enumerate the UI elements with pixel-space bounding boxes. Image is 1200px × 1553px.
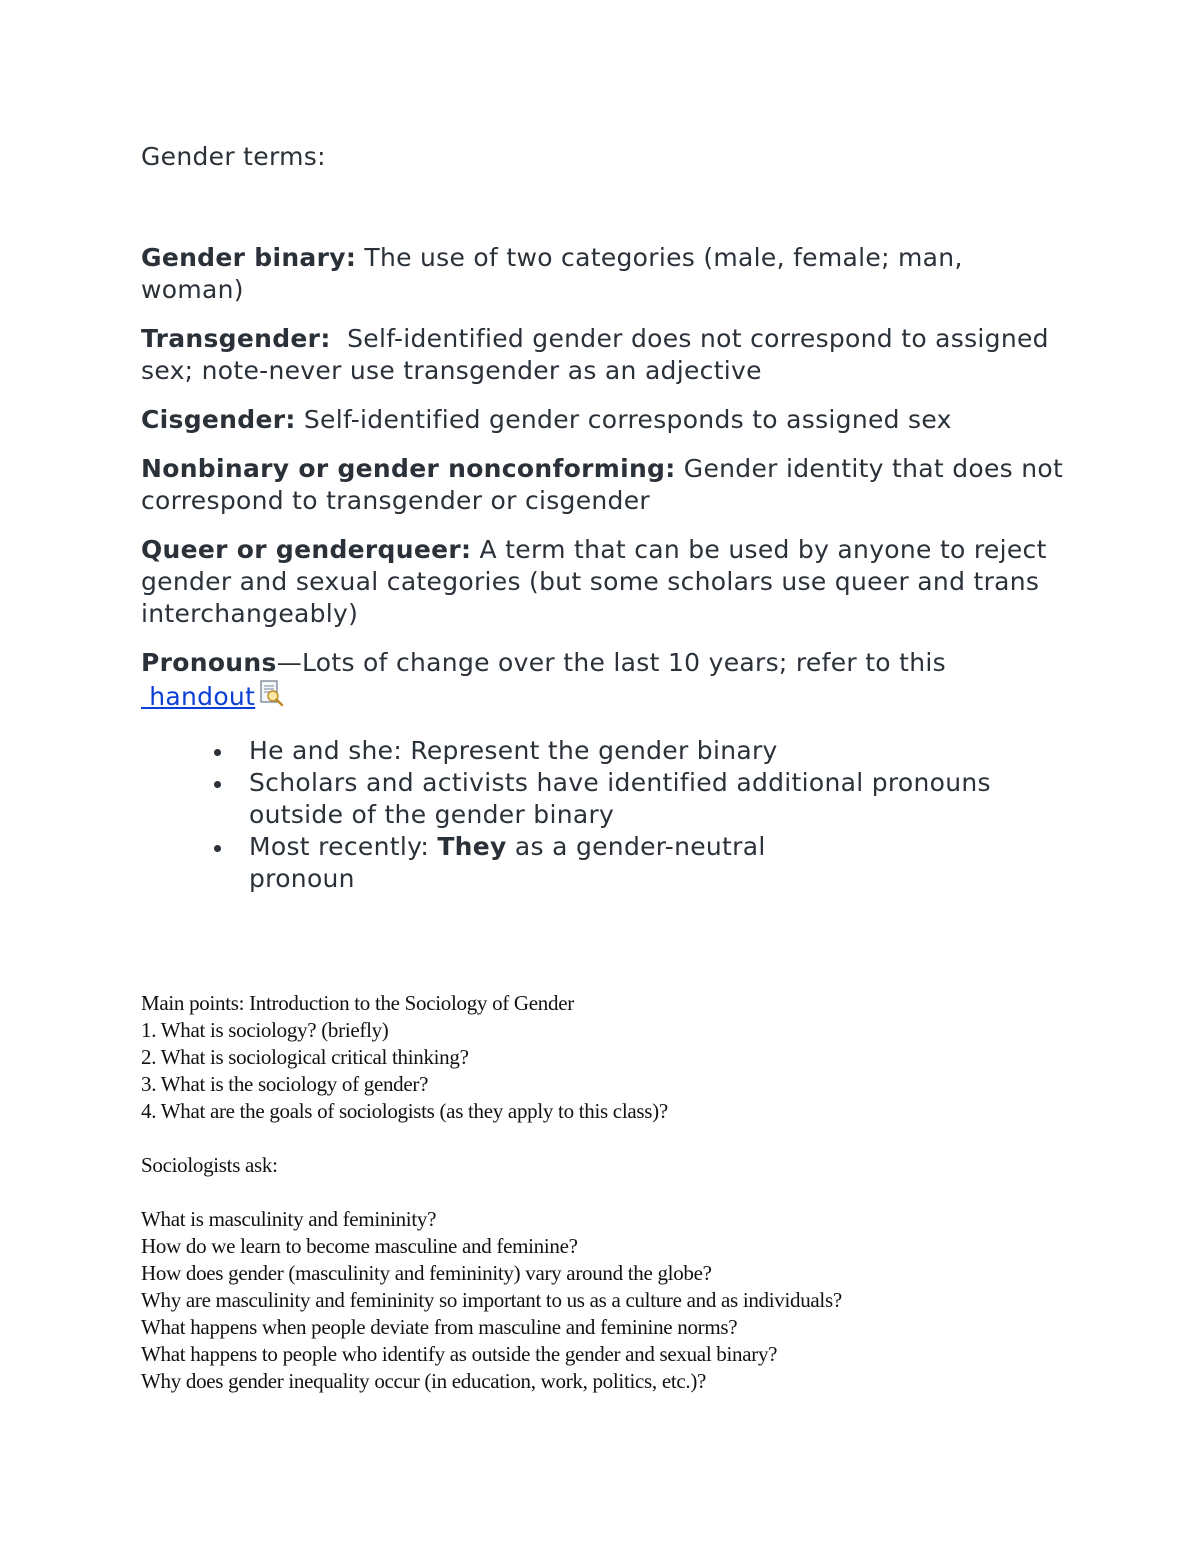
notes-section [141, 990, 1041, 1395]
spacer [141, 1179, 1041, 1206]
term-gender-binary [141, 242, 1071, 306]
list-item: How does gender (masculinity and femininity) vary around the globe? [141, 1261, 712, 1285]
handout-link[interactable]: handout [141, 682, 256, 711]
term-definition: Self-identified gender does not correspond to assigned sex; note-never use transgender as an adjective [141, 324, 1058, 385]
pronoun-bullets [141, 735, 1071, 895]
list-item: How do we learn to become masculine and feminine? [141, 1234, 578, 1258]
term-nonbinary [141, 453, 1071, 517]
term-transgender [141, 323, 1071, 387]
term-definition: Self-identified gender corresponds to assigned sex [295, 405, 952, 434]
list-item: What happens when people deviate from masculine and feminine norms? [141, 1315, 738, 1339]
term-cisgender [141, 404, 1071, 436]
term-definition: Gender identity that does not correspond to transgender or cisgender [141, 454, 1064, 515]
term-label: Gender binary: [141, 243, 357, 272]
bold-they: They [437, 832, 507, 861]
bullet-dot [214, 845, 221, 852]
list-item: 3. What is the sociology of gender? [141, 1072, 429, 1096]
list-item: Scholars and activists have identified additional pronouns outside of the gender binary [249, 767, 1071, 831]
term-label: Nonbinary or gender nonconforming: [141, 454, 676, 483]
document-icon[interactable] [257, 679, 285, 707]
list-item: He and she: Represent the gender binary [249, 735, 1071, 767]
bullet-dot [214, 749, 221, 756]
term-label: Pronouns [141, 648, 277, 677]
list-item: 4. What are the goals of sociologists (as they apply to this class)? [141, 1099, 668, 1123]
term-label: Queer or genderqueer: [141, 535, 472, 564]
term-label: Transgender: [141, 324, 331, 353]
list-item: Why are masculinity and femininity so important to us as a culture and as individuals? [141, 1288, 842, 1312]
list-item: Most recently: They as a gender-neutral pronoun [249, 831, 1071, 895]
main-points-title: Main points: Introduction to the Sociology of Gender [141, 991, 574, 1015]
list-item: 1. What is sociology? (briefly) [141, 1018, 389, 1042]
term-definition: —Lots of change over the last 10 years; refer to this [276, 648, 946, 677]
page-heading: Gender terms: [141, 142, 326, 171]
term-definition: The use of two categories (male, female; man, woman) [141, 243, 963, 304]
bullet-dot [214, 781, 221, 788]
list-item: What happens to people who identify as outside the gender and sexual binary? [141, 1342, 778, 1366]
term-label: Cisgender: [141, 405, 296, 434]
list-item: 2. What is sociological critical thinking? [141, 1045, 469, 1069]
list-item: Why does gender inequality occur (in education, work, politics, etc.)? [141, 1369, 707, 1393]
spacer [141, 1125, 1041, 1152]
terms-list [141, 242, 1071, 895]
term-queer [141, 534, 1071, 630]
sociologists-title: Sociologists ask: [141, 1153, 278, 1177]
list-item: What is masculinity and femininity? [141, 1207, 437, 1231]
term-pronouns [141, 647, 981, 713]
term-definition: A term that can be used by anyone to reject gender and sexual categories (but some scholars use queer and trans interchangeably) [141, 535, 1047, 628]
